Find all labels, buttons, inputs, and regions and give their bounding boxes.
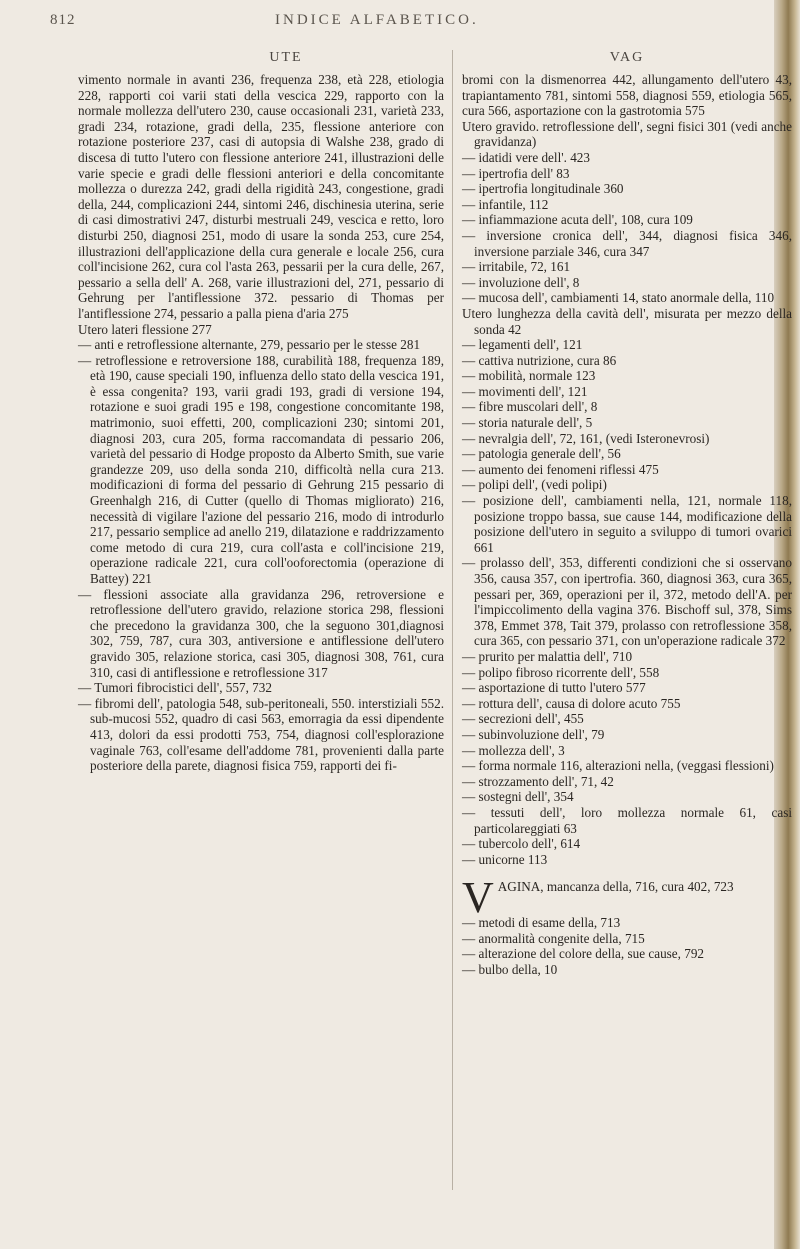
index-entry: — strozzamento dell', 71, 42: [462, 773, 614, 789]
index-entry: — rottura dell', causa di dolore acuto 755: [462, 695, 681, 711]
index-entry: — fibre muscolari dell', 8: [462, 399, 598, 415]
index-entry: — infiammazione acuta dell', 108, cura 109: [462, 212, 693, 228]
index-entry: — flessioni associate alla gravidanza 296, retroversione e retroflessione dell'utero gravido, relazione storica 298, flessioni che precedono la gravidanza 300, che la seguono 301,diagnosi 302, 759, 787, cura 303, antiversione e antiflessione dell'utero gravido 305, relazione storica, casi 305, diagnosi 308, 761, cura 310, casi di antiflessione e retroflessione 317: [78, 586, 444, 680]
index-entry: — nevralgia dell', 72, 161, (vedi Isteronevrosi): [462, 430, 710, 446]
index-entry: — involuzione dell', 8: [462, 274, 580, 290]
index-entry: — mobilità, normale 123: [462, 368, 596, 384]
index-entry: — idatidi vere dell'. 423: [462, 149, 590, 165]
index-entry: — polipi dell', (vedi polipi): [462, 477, 607, 493]
index-entry: Utero lunghezza della cavità dell', misurata per mezzo della sonda 42: [462, 305, 792, 337]
index-entry: bromi con la dismenorrea 442, allungamento dell'utero 43, trapiantamento 781, sintomi 558, diagnosi 559, etiologia 565, cura 566, asportazione con la gastrotomia 575: [462, 72, 792, 119]
page-header: [50, 12, 750, 34]
index-entry: — subinvoluzione dell', 79: [462, 726, 605, 742]
index-entry: — patologia generale dell', 56: [462, 446, 621, 462]
index-entry: — infantile, 112: [462, 196, 549, 212]
index-entry: — prolasso dell', 353, differenti condizioni che si osservano 356, causa 357, con ipertrofia. 360, diagnosi 363, cura 365, pessari per, 369, operazioni per il, 372, metodo dell'A. per l'impiccolimento della vagina 376. Bischoff sul, 378, Sims 378, Emmet 378, Tait 379, prolasso con retroflessione 358, cura 365, con pessario 371, con un'operazione radicale 372: [462, 555, 792, 649]
index-entry: Utero lateri flessione 277: [78, 321, 212, 337]
drop-cap-letter: V: [462, 873, 494, 923]
left-column: [78, 50, 444, 774]
page-number: 812: [50, 12, 76, 28]
index-entry: — inversione cronica dell', 344, diagnosi fisica 346, inversione parziale 346, cura 347: [462, 227, 792, 259]
index-entry: — fibromi dell', patologia 548, sub-peritoneali, 550. interstiziali 552. sub-mucosi 552, quadro di casi 563, emorragia da essi dipendente 413, dolori da essi prodotti 753, 754, diagnosi coll'esplorazione vaginale 763, coll'esame dell'addome 781, provenienti dalla parte posteriore della parete, diagnosi fisica 759, rapporti dei fi-: [78, 695, 444, 774]
index-entry: — prurito per malattia dell', 710: [462, 648, 633, 664]
running-title: INDICE ALFABETICO.: [275, 12, 479, 28]
index-entry: — tessuti dell', loro mollezza normale 61, casi particolareggiati 63: [462, 804, 792, 836]
index-entry: vimento normale in avanti 236, frequenza 238, età 228, etiologia 228, rapporti coi varii stati della vescica 229, rapporto con la normale mollezza dell'utero 230, cause occasionali 231, varietà 233, gradi 234, rotazione, gradi della, 235, flessione anteriore con rotazione posteriore 237, casi di autopsia di Walshe 238, grado di discesa di tutto l'utero con flessione anteriore 241, illustrazioni delle varie specie e gradi delle flessioni anteriori e della concomitante mollezza o durezza 242, gradi della rigidità 243, congestione, gradi della, 244, complicazioni 244, sintomi 246, dischinesia uterina, serie di casi dimostrativi 247, disturbi mestruali 249, vescica e retto, loro disturbi 250, diagnosi 251, modo di usare la sonda 253, cure 254, illustrazioni dell'applicazione della cura generale e locale 256, cura coll'incisione 262, cura col l'asta 263, pessarii per la cura delle, 267, pessario a sella dell' A. 268, varie illustrazioni del, 271, pessario di Gehrung per l'antiflessione 372. pessario di Thomas per l'antiflessione 274, pessario a palla piena d'aria 275: [78, 72, 444, 321]
index-entry: — storia naturale dell', 5: [462, 415, 593, 431]
vagina-head: AGINA, mancanza della, 716, cura 402, 723: [497, 879, 734, 895]
index-entry: — Tumori fibrocistici dell', 557, 732: [78, 680, 272, 696]
index-entry: — asportazione di tutto l'utero 577: [462, 680, 646, 696]
index-entry: — ipertrofia longitudinale 360: [462, 181, 624, 197]
index-entry: Utero gravido. retroflessione dell', segni fisici 301 (vedi anche gravidanza): [462, 118, 792, 150]
index-entry: — mollezza dell', 3: [462, 742, 565, 758]
index-entry: — movimenti dell', 121: [462, 383, 588, 399]
index-entry: — forma normale 116, alterazioni nella, (veggasi flessioni): [462, 758, 774, 774]
index-entry: — sostegni dell', 354: [462, 789, 574, 805]
index-entry: — tubercolo dell', 614: [462, 836, 581, 852]
index-entry: — metodi di esame della, 713: [462, 915, 621, 931]
index-entry: — polipo fibroso ricorrente dell', 558: [462, 664, 660, 680]
right-guide-word: VAG: [609, 50, 645, 65]
index-entry: — ipertrofia dell' 83: [462, 165, 570, 181]
index-entry: — mucosa dell', cambiamenti 14, stato anormale della, 110: [462, 290, 775, 306]
left-guide-word: UTE: [269, 50, 303, 65]
index-entry: — legamenti dell', 121: [462, 337, 583, 353]
index-entry: — anti e retroflessione alternante, 279, pessario per le stesse 281: [78, 337, 421, 353]
index-entry: — unicorne 113: [462, 851, 548, 867]
index-entry: — retroflessione e retroversione 188, curabilità 188, frequenza 189, età 190, cause speciali 190, influenza dello stato della vescica 191, è essa congenita? 193, varii gradi 193, gradi di versione 194, rotazione e suoi gradi 195 e 198, congestione concomitante 198, matrimonio, suoi effetti, 200, complicazioni 230; sintomi 201, diagnosi 203, cura 205, forma raccomandata di pessario 206, varietà del pessario di Hodge proposto da Alberto Smith, sue varie grandezze 209, uso della sonda 210, difficoltà nella cura 213. modificazioni di forma del pessario di Gehrung 215 pessario di Greenhalgh 216, di Cutter (quello di Thomas migliorato) 216, necessità di vigilare l'azione del pessario 216, modo di introdurlo 217, pessario semplice ad anello 219, dilatazione e raddrizzamento come metodo di cura 219, cura coll'asta e coll'incisione 219, operazione radicale 221, cura coll'ooforectomia (operazione di Battey) 221: [78, 352, 444, 586]
index-entry: — cattiva nutrizione, cura 86: [462, 352, 617, 368]
column-divider: [452, 50, 453, 1190]
index-entry: — alterazione del colore della, sue cause, 792: [462, 946, 705, 962]
index-entry: — irritabile, 72, 161: [462, 259, 571, 275]
index-entry: — secrezioni dell', 455: [462, 711, 584, 727]
index-entry: — bulbo della, 10: [462, 962, 558, 978]
index-entry: — aumento dei fenomeni riflessi 475: [462, 461, 659, 477]
index-entry: — posizione dell', cambiamenti nella, 121, normale 118, posizione troppo bassa, sue cause 144, modificazione della posizione dell'utero in seguito a sviluppo di tumori ovarici 661: [462, 493, 792, 555]
right-column: [462, 50, 792, 978]
index-entry: — anormalità congenite della, 715: [462, 930, 645, 946]
